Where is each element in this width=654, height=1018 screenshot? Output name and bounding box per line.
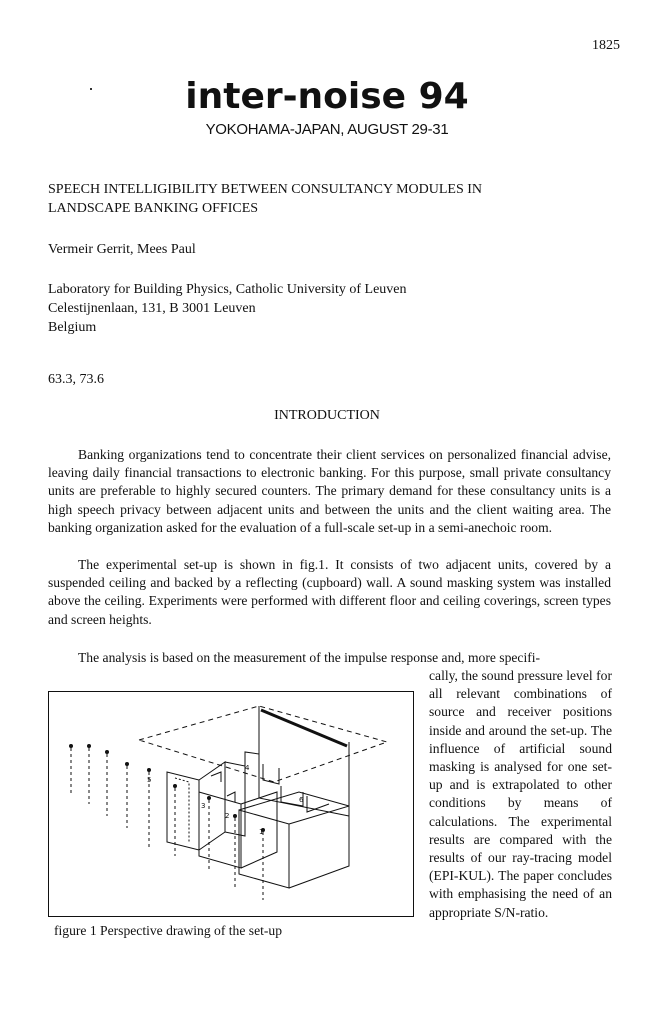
module-right: [239, 810, 289, 888]
module-left: [167, 772, 199, 850]
paragraph-2: The experimental set-up is shown in fig.1. It consists of two adjacent units, covered by a suspended ceiling and backed by a reflecting (cupboard) wall. A sound masking system was installed above the ceiling. Experiments were performed with different floor and ceiling coverings, screen types and screen heights.: [48, 557, 611, 627]
affiliation-line-2: Celestijnenlaan, 131, B 3001 Leuven: [48, 301, 256, 316]
figure-caption: figure 1 Perspective drawing of the set-up: [54, 923, 283, 938]
figure-label: 2: [225, 812, 230, 820]
figure-label: 6: [299, 796, 304, 804]
paper-title-line-2: LANDSCAPE BANKING OFFICES: [48, 201, 259, 216]
conference-logo: inter-noise 94: [185, 76, 469, 117]
affiliation: [48, 280, 407, 337]
paper-title-line-1: SPEECH INTELLIGIBILITY BETWEEN CONSULTANCY MODULES IN: [48, 182, 483, 197]
authors: Vermeir Gerrit, Mees Paul: [48, 242, 196, 257]
section-heading: INTRODUCTION: [274, 408, 380, 423]
figure-label: 5: [147, 776, 152, 784]
conference-venue: YOKOHAMA-JAPAN, AUGUST 29-31: [205, 121, 449, 138]
setup-perspective-drawing: [49, 692, 413, 916]
paragraph-3-start: The analysis is based on the measurement of the impulse response and, more specifi-: [78, 650, 541, 665]
figure-1: [48, 691, 414, 917]
figure-label: 4: [245, 764, 250, 772]
figure-label: 3: [201, 802, 206, 810]
paragraph-3-column: cally, the sound pressure level for all relevant combinations of source and receiver positions inside and around the set-up. The influence of artificial sound masking is analysed for one set-up and is extrapolated to other conditions by means of calculations. The experimental results are compared with the results of our ray-tracing model (EPI-KUL). The paper concludes with emphasising the need of an appropriate S/N-ratio.: [429, 668, 612, 920]
figure-label: 1: [259, 828, 264, 836]
affiliation-line-1: Laboratory for Building Physics, Catholic University of Leuven: [48, 282, 407, 297]
classification-codes: 63.3, 73.6: [48, 372, 104, 387]
paragraph-1: Banking organizations tend to concentrate their client services on personalized financial advise, leaving daily financial transactions to electronic banking. For this purpose, small private consultancy units are preferable to highly secured counters. The primary demand for these consultancy units is a high speech privacy between adjacent units and between the units and the client waiting area. The banking organization asked for the evaluation of a full-scale set-up in a semi-anechoic room.: [48, 447, 611, 535]
page-number: 1825: [592, 38, 620, 53]
paper-title: [48, 180, 482, 218]
affiliation-line-3: Belgium: [48, 320, 97, 335]
